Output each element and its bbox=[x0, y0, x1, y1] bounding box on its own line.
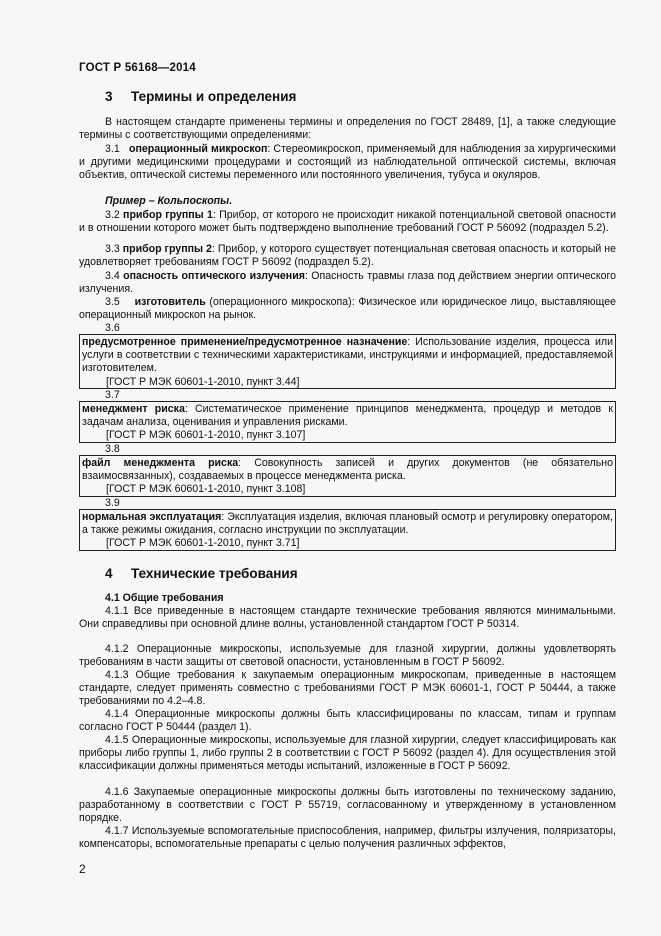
clause-4-1-3: 4.1.3 Общие требования к закупаемым операционным микроскопам, приведенные в настоящем стандарте, следует применять совместно с требованиями ГОСТ Р МЭК 60601-1, ГОСТ Р 50444, а также требованиями по 4.2–4.8. bbox=[79, 669, 616, 708]
term-3-8-box bbox=[79, 455, 616, 497]
term-definition: : Стереомикроскоп, применяемый для наблюдения за хирургическими и другими медицинскими процедурами и состоящий из наблюдательной оптической системы, включая объектив, оптической системы переменного или постоянного увеличения, тубуса и окуляров. bbox=[79, 143, 616, 182]
term-definition: (операционного микроскопа): Физическое или юридическое лицо, выставляющее операционный микроскоп на рынок. bbox=[79, 296, 616, 322]
section-number: 4 bbox=[105, 566, 113, 581]
term-number-3-7: 3.7 bbox=[105, 389, 120, 401]
term-number: 3.3 bbox=[105, 243, 120, 255]
term-name: операционный микроскоп bbox=[128, 143, 268, 155]
term-3-8 bbox=[82, 457, 613, 483]
standard-header: ГОСТ Р 56168—2014 bbox=[79, 62, 196, 74]
section-title: Технические требования bbox=[131, 566, 298, 581]
term-number: 3.4 bbox=[105, 270, 120, 282]
section-3-heading bbox=[105, 89, 296, 104]
term-3-3 bbox=[79, 243, 616, 269]
term-name: изготовитель bbox=[134, 296, 206, 308]
term-reference: [ГОСТ Р МЭК 60601-1-2010, пункт 3.107] bbox=[106, 429, 306, 442]
term-name: файл менеджмента риска bbox=[82, 457, 239, 469]
term-3-1 bbox=[79, 143, 616, 183]
clause-4-1-1: 4.1.1 Все приведенные в настоящем стандарте технические требования являются минимальными. Они справедливы при основной длине волны, установленной стандартом ГОСТ Р 50314. bbox=[79, 605, 616, 631]
term-definition: : Систематическое применение принципов менеджмента, процедур и методов к задачам анализа, оценивания и управления рисками. bbox=[82, 403, 613, 429]
subsection-4-1-heading: 4.1 Общие требования bbox=[105, 592, 224, 604]
term-number-3-6: 3.6 bbox=[105, 322, 120, 334]
term-3-7 bbox=[82, 403, 613, 429]
term-number: 3.1 bbox=[105, 143, 120, 155]
term-3-2 bbox=[79, 209, 616, 235]
term-name: опасность оптического излучения bbox=[123, 270, 305, 282]
term-3-5 bbox=[79, 296, 616, 322]
term-number-3-9: 3.9 bbox=[105, 497, 120, 509]
section-title: Термины и определения bbox=[131, 89, 297, 104]
term-name: прибор группы 2 bbox=[122, 243, 212, 255]
example-note: Пример – Кольпоскопы. bbox=[105, 195, 233, 207]
term-definition: : Опасность травмы глаза под действием энергии оптического излучения. bbox=[79, 270, 617, 296]
term-3-9 bbox=[82, 511, 613, 537]
term-name: прибор группы 1 bbox=[123, 209, 213, 221]
term-reference: [ГОСТ Р МЭК 60601-1-2010, пункт 3.44] bbox=[106, 375, 300, 388]
term-3-9-box bbox=[79, 509, 616, 551]
section-3-intro: В настоящем стандарте применены термины и определения по ГОСТ 28489, [1], а также следующие термины с соответствующими определениями: bbox=[79, 116, 616, 142]
term-3-6 bbox=[82, 336, 613, 376]
clause-4-1-5: 4.1.5 Операционные микроскопы, используемые для глазной хирургии, следует классифицировать как приборы либо группы 1, либо группы 2 в соответствии с ГОСТ Р 56092 (раздел 4). Для осуществления этой классификации должны применяться методы испытаний, изложенные в ГОСТ Р 56092. bbox=[79, 734, 616, 773]
term-definition: : Использование изделия, процесса или услуги в соответствии с техническими характеристиками, инструкциями и информацией, предоставляемой изготовителем. bbox=[82, 336, 614, 375]
term-number: 3.5 bbox=[105, 296, 120, 308]
term-3-4 bbox=[79, 270, 616, 296]
term-reference: [ГОСТ Р МЭК 60601-1-2010, пункт 3.108] bbox=[106, 483, 306, 496]
clause-4-1-6: 4.1.6 Закупаемые операционные микроскопы должны быть изготовлены по техническому заданию, разработанному в соответствии с ГОСТ Р 55719, согласованному и утвержденному в установленном порядке. bbox=[79, 786, 616, 825]
clause-4-1-2: 4.1.2 Операционные микроскопы, используемые для глазной хирургии, должны удовлетворять требованиям в части защиты от световой опасности, установленным в ГОСТ Р 56092. bbox=[79, 643, 616, 669]
page-number: 2 bbox=[79, 862, 86, 876]
term-definition: : Прибор, у которого существует потенциальная световая опасность и который не удовлетворяет требованиям ГОСТ Р 56092 (подраздел 5.2). bbox=[79, 243, 616, 269]
term-3-6-box bbox=[79, 334, 616, 389]
term-definition: : Эксплуатация изделия, включая плановый осмотр и регулировку оператором, а также режимы ожидания, согласно инструкции по эксплуатации. bbox=[82, 511, 613, 537]
clause-4-1-7: 4.1.7 Используемые вспомогательные приспособления, например, фильтры излучения, поляризаторы, компенсаторы, вспомогательные препараты с целью получения различных эффектов, bbox=[79, 825, 616, 851]
section-4-heading bbox=[105, 566, 298, 581]
section-number: 3 bbox=[105, 89, 113, 104]
term-name: менеджмент риска bbox=[82, 403, 185, 415]
term-definition: : Совокупность записей и других документов (не обязательно взаимосвязанных), создаваемых в процессе менеджмента риска. bbox=[82, 457, 613, 483]
term-name: предусмотренное применение/предусмотренное назначение bbox=[82, 336, 408, 348]
term-number-3-8: 3.8 bbox=[105, 443, 120, 455]
clause-4-1-4: 4.1.4 Операционные микроскопы должны быть классифицированы по классам, типам и группам согласно ГОСТ Р 50444 (раздел 1). bbox=[79, 708, 616, 734]
term-reference: [ГОСТ Р МЭК 60601-1-2010, пункт 3.71] bbox=[106, 537, 300, 550]
term-number: 3.2 bbox=[105, 209, 120, 221]
term-3-7-box bbox=[79, 401, 616, 443]
term-definition: : Прибор, от которого не происходит никакой потенциальной световой опасности и в отношении которого может быть подтверждено выполнение требований ГОСТ Р 56092 (подраздел 5.2). bbox=[79, 209, 616, 235]
term-name: нормальная эксплуатация bbox=[82, 511, 222, 523]
